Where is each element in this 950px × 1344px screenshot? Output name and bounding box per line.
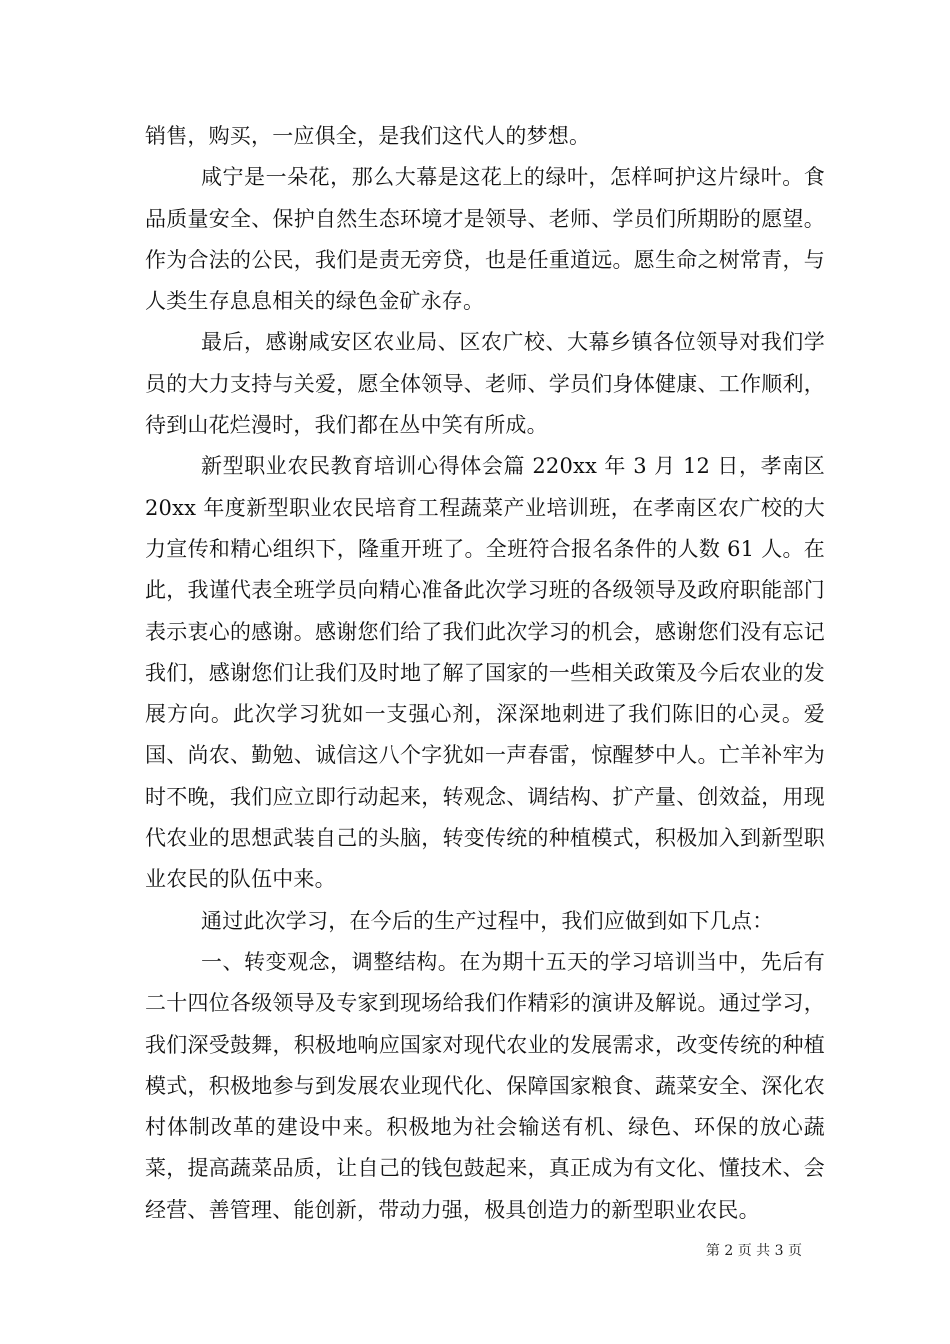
page-number-footer: 第 2 页 共 3 页 xyxy=(705,1243,802,1259)
paragraph-1: 销售，购买，一应俱全，是我们这代人的梦想。 xyxy=(145,124,591,148)
paragraph-2: 咸宁是一朵花，那么大幕是这花上的绿叶，怎样呵护这片绿叶。食品质量安全、保护自然生态环境才是领导、老师、学员们所期盼的愿望。作为合法的公民，我们是责无旁贷，也是任重道远。愿生命之树常青，与人类生存息息相关的绿色金矿永存。 xyxy=(145,165,825,314)
paragraph-3: 最后，感谢咸安区农业局、区农广校、大幕乡镇各位领导对我们学员的大力支持与关爱，愿全体领导、老师、学员们身体健康、工作顺利，待到山花烂漫时，我们都在丛中笑有所成。 xyxy=(145,330,825,438)
body-text xyxy=(145,116,825,1231)
paragraph-6: 一、转变观念，调整结构。在为期十五天的学习培训当中，先后有二十四位各级领导及专家到现场给我们作精彩的演讲及解说。通过学习，我们深受鼓舞，积极地响应国家对现代农业的发展需求，改变传统的种植模式，积极地参与到发展农业现代化、保障国家粮食、蔬菜安全、深化农村体制改革的建设中来。积极地为社会输送有机、绿色、环保的放心蔬菜，提高蔬菜品质，让自己的钱包鼓起来，真正成为有文化、懂技术、会经营、善管理、能创新，带动力强，极具创造力的新型职业农民。 xyxy=(145,949,825,1222)
paragraph-4: 新型职业农民教育培训心得体会篇 220xx 年 3 月 12 日，孝南区 20xx 年度新型职业农民培育工程蔬菜产业培训班，在孝南区农广校的大力宣传和精心组织下，隆重开班了。全班符合报名条件的人数 61 人。在此，我谨代表全班学员向精心准备此次学习班的各级领导及政府职能部门表示衷心的感谢。感谢您们给了我们此次学习的机会，感谢您们没有忘记我们，感谢您们让我们及时地了解了国家的一些相关政策及今后农业的发展方向。此次学习犹如一支强心剂，深深地刺进了我们陈旧的心灵。爱国、尚农、勤勉、诚信这八个字犹如一声春雷，惊醒梦中人。亡羊补牢为时不晚，我们应立即行动起来，转观念、调结构、扩产量、创效益，用现代农业的思想武装自己的头脑，转变传统的种植模式，积极加入到新型职业农民的队伍中来。 xyxy=(145,454,825,892)
paragraph-5: 通过此次学习，在今后的生产过程中，我们应做到如下几点： xyxy=(201,908,774,933)
